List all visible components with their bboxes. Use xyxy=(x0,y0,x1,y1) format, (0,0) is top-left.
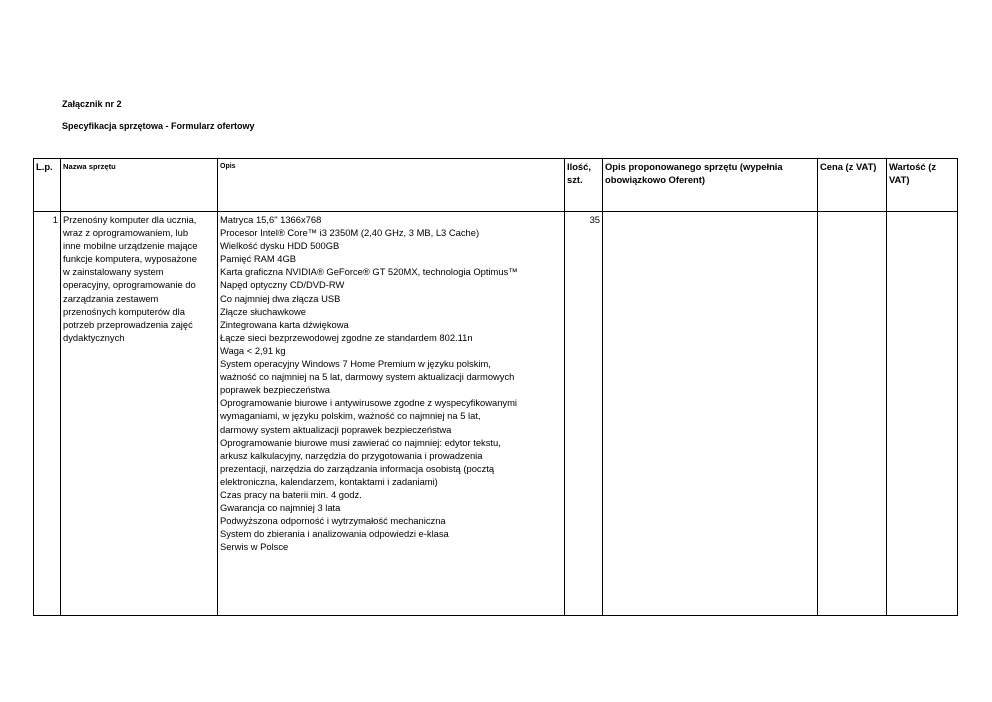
column-header-opis: Opis xyxy=(218,159,565,212)
name-line: przenośnych komputerów dla xyxy=(63,305,185,317)
opis-line: System operacyjny Windows 7 Home Premium w języku polskim, xyxy=(220,358,491,370)
column-header-name: Nazwa sprzętu xyxy=(61,159,218,212)
opis-line: Czas pracy na baterii min. 4 godz. xyxy=(220,488,362,500)
opis-line: Co najmniej dwa złącza USB xyxy=(220,292,341,304)
opis-line: Złącze słuchawkowe xyxy=(220,305,306,317)
column-header-proposed-line-2: obowiązkowo Oferent) xyxy=(605,174,706,186)
column-header-price: Cena (z VAT) xyxy=(818,159,887,212)
opis-line: Gwarancja co najmniej 3 lata xyxy=(220,502,341,514)
form-title: Specyfikacja sprzętowa - Formularz ofertowy xyxy=(62,121,255,131)
name-line: operacyjny, oprogramowanie do xyxy=(63,279,196,291)
name-line: wraz z oprogramowaniem, lub xyxy=(63,227,189,239)
column-header-value xyxy=(887,159,958,212)
cell-proposed[interactable] xyxy=(603,212,818,616)
column-header-qty-line-2: szt. xyxy=(567,174,583,186)
opis-line: Procesor Intel® Core™ i3 2350M (2,40 GHz, 3 MB, L3 Cache) xyxy=(220,227,480,239)
column-header-lp: L.p. xyxy=(34,159,61,212)
table-header-row xyxy=(34,159,958,212)
name-line: inne mobilne urządzenie mające xyxy=(63,240,198,252)
opis-line: elektroniczna, kalendarzem, kontaktami i zadaniami) xyxy=(220,475,438,487)
opis-line: prezentacji, narzędzia do zarządzania informacja osobistą (pocztą xyxy=(220,462,495,474)
column-header-qty xyxy=(565,159,603,212)
cell-name xyxy=(61,212,218,616)
opis-line: Matryca 15,6" 1366x768 xyxy=(220,214,322,225)
opis-line: Oprogramowanie biurowe musi zawierać co najmniej: edytor tekstu, xyxy=(220,436,501,448)
opis-line: Wielkość dysku HDD 500GB xyxy=(220,240,340,252)
column-header-proposed xyxy=(603,159,818,212)
opis-line: Waga < 2,91 kg xyxy=(220,344,286,356)
opis-line: ważność co najmniej na 5 lat, darmowy system aktualizacji darmowych xyxy=(220,371,515,383)
name-line: w zainstalowany system xyxy=(63,266,164,278)
opis-line: Zintegrowana karta dźwiękowa xyxy=(220,318,349,330)
opis-line: poprawek bezpieczeństwa xyxy=(220,384,330,396)
opis-line: wymaganiami, w języku polskim, ważność co najmniej na 5 lat, xyxy=(220,410,481,422)
cell-price[interactable] xyxy=(818,212,887,616)
opis-line: Serwis w Polsce xyxy=(220,541,289,553)
attachment-label: Załącznik nr 2 xyxy=(62,99,122,109)
cell-lp: 1 xyxy=(34,212,61,616)
name-line: zarządzania zestawem xyxy=(63,292,159,304)
name-line: potrzeb przeprowadzenia zajęć xyxy=(63,318,193,330)
opis-line: arkusz kalkulacyjny, narzędzia do przygotowania i prowadzenia xyxy=(220,449,483,461)
specification-table xyxy=(33,158,958,616)
opis-line: Łącze sieci bezprzewodowej zgodne ze standardem 802.11n xyxy=(220,331,473,343)
opis-line: Podwyższona odporność i wytrzymałość mechaniczna xyxy=(220,515,446,527)
column-header-proposed-line-1: Opis proponowanego sprzętu (wypełnia xyxy=(605,161,783,172)
column-header-value-line-1: Wartość (z xyxy=(889,161,937,172)
opis-line: Oprogramowanie biurowe i antywirusowe zgodne z wyspecyfikowanymi xyxy=(220,397,518,409)
name-line: dydaktycznych xyxy=(63,331,125,343)
opis-line: Pamięć RAM 4GB xyxy=(220,253,297,265)
name-line: funkcje komputera, wyposażone xyxy=(63,253,197,265)
opis-line: Karta graficzna NVIDIA® GeForce® GT 520MX, technologia Optimus™ xyxy=(220,266,518,278)
column-header-value-line-2: VAT) xyxy=(889,174,910,186)
opis-line: Napęd optyczny CD/DVD-RW xyxy=(220,279,345,291)
opis-line: System do zbierania i analizowania odpowiedzi e-klasa xyxy=(220,528,449,540)
cell-value[interactable] xyxy=(887,212,958,616)
table-row xyxy=(34,212,958,616)
cell-qty: 35 xyxy=(565,212,603,616)
column-header-qty-line-1: Ilość, xyxy=(567,161,591,172)
cell-opis xyxy=(218,212,565,616)
opis-line: darmowy system aktualizacji poprawek bezpieczeństwa xyxy=(220,423,452,435)
name-line: Przenośny komputer dla ucznia, xyxy=(63,214,197,225)
